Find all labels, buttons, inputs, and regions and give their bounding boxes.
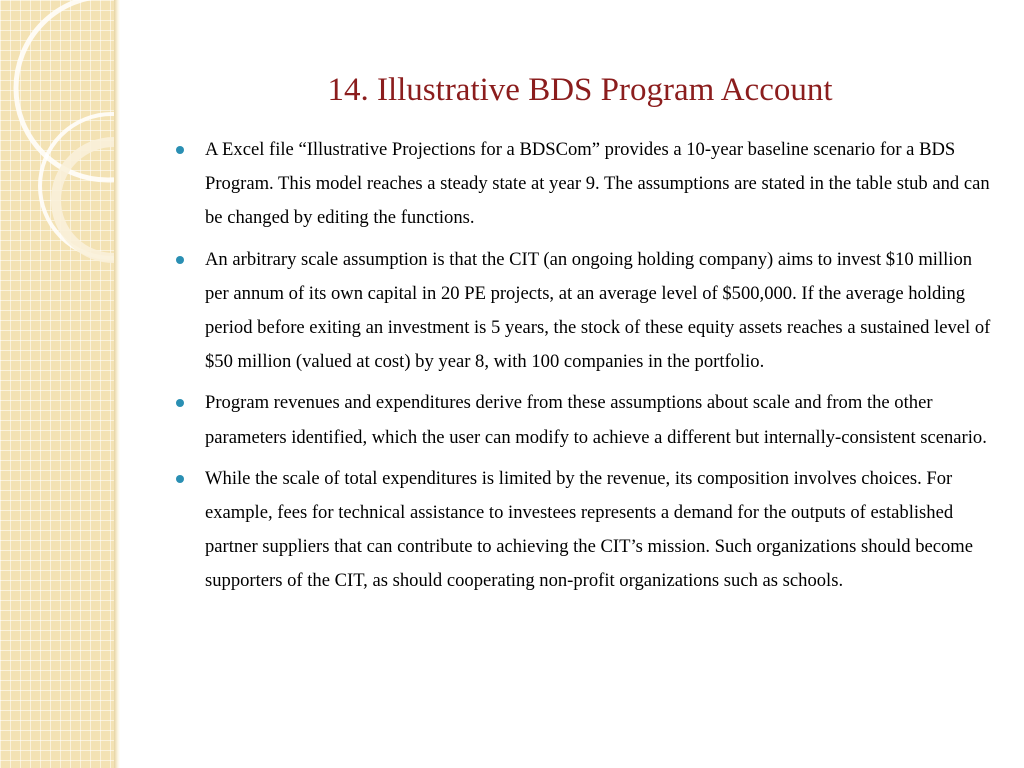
bullet-item <box>176 462 994 599</box>
decorative-circles-graphic <box>0 0 114 768</box>
bullet-dot-icon <box>176 256 184 264</box>
bullet-list <box>176 133 994 606</box>
bullet-text: Program revenues and expenditures derive from these assumptions about scale and from the other parameters identified, which the user can modify to achieve a different but internally-consistent scenario. <box>205 392 987 448</box>
slide-title: 14. Illustrative BDS Program Account <box>327 72 833 108</box>
side-panel-edge <box>114 0 120 768</box>
bullet-dot-icon <box>176 399 184 407</box>
decorative-circle-medium <box>40 114 114 258</box>
bullet-dot-icon <box>176 146 184 154</box>
decorative-side-panel <box>0 0 114 768</box>
bullet-item <box>176 133 994 236</box>
bullet-text: While the scale of total expenditures is limited by the revenue, its composition involves choices. For example, fees for technical assistance to investees represents a demand for the outputs of established partner suppliers that can contribute to achieving the CIT’s mission. Such organizations should become supporters of the CIT, as should cooperating non-profit organizations such as schools. <box>205 467 974 592</box>
bullet-dot-icon <box>176 475 184 483</box>
bullet-text: A Excel file “Illustrative Projections for a BDSCom” provides a 10-year baseline scenario for a BDS Program. This model reaches a steady state at year 9. The assumptions are stated in the table stub and can be changed by editing the functions. <box>205 139 990 229</box>
bullet-item <box>176 386 994 454</box>
bullet-item <box>176 243 994 380</box>
bullet-text: An arbitrary scale assumption is that the CIT (an ongoing holding company) aims to invest $10 million per annum of its own capital in 20 PE projects, at an average level of $500,000. If the average holding period before exiting an investment is 5 years, the stock of these equity assets reaches a sustained level of $50 million (valued at cost) by year 8, with 100 companies in the portfolio. <box>205 248 991 373</box>
decorative-circle-large <box>16 0 114 180</box>
